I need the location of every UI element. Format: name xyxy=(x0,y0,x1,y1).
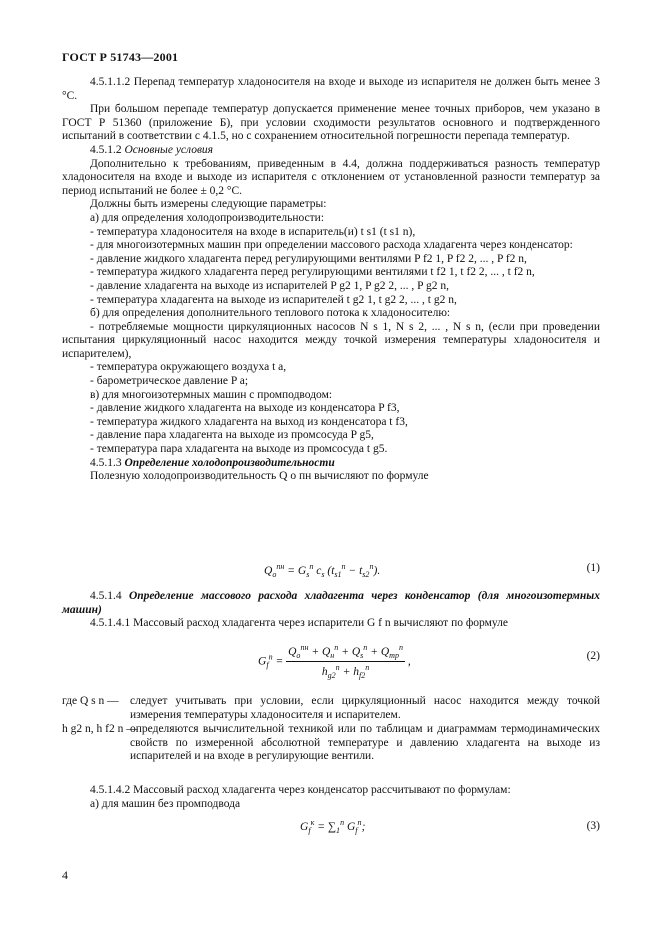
para-large-temp-diff: При большом перепаде температур допускается применение менее точных приборов, чем указано в ГОСТ Р 51360 (приложение Б), при условии сходимости результатов основного и подтвержденного испытаний в соответствии с 4.1.5, но с сохранением относительной погрешности перепада температур. xyxy=(62,103,600,143)
formula-3: $G_f^к = \sum_1^n$ $G_f^п$; xyxy=(300,818,366,836)
formula-1-number: (1) xyxy=(586,562,600,574)
list-item-7: - потребляемые мощности циркуляционных насосов N s 1, N s 2, ... , N s n, (если при проведении испытания циркуляционный насос находится между точкой измерения температуры хладоносителя и испарителем), xyxy=(62,320,600,360)
list-item-3: - давление жидкого хладагента перед регулирующими вентилями P f2 1, P f2 2, ... , P f2 n, xyxy=(90,252,527,265)
text-block-bottom xyxy=(62,784,600,811)
document-header: ГОСТ Р 51743—2001 xyxy=(62,50,179,64)
item-a-no-intermediate: а) для машин без промподвода xyxy=(90,797,241,810)
list-item-5: - давление хладагента на выходе из испарителей P g2 1, P g2 2, ... , P g2 n, xyxy=(90,279,449,292)
where-item-1: где Q s n — следует учитывать при условии, если циркуляционный насос находится между точкой измерения температуры хладоносителя и испарителем. xyxy=(62,695,600,721)
formula-2-number: (2) xyxy=(586,650,600,662)
text-block-mid xyxy=(62,590,600,631)
item-a: а) для определения холодопроизводительности: xyxy=(90,211,325,224)
formula-2-fraction: $\frac{Q_o^{пн} + Q_н^п + Q_s^п + Q_{тр}^п}{h_{g2}^п + h_{f2}^п}$ xyxy=(288,643,404,681)
para-params-intro: Должны быть измерены следующие параметры: xyxy=(90,198,327,211)
para-4-5-1-4-1: 4.5.1.4.1 Массовый расход хладагента через испарители G f n вычисляют по формуле xyxy=(90,617,508,630)
list-item-8: - температура окружающего воздуха t a, xyxy=(90,361,287,374)
list-item-4: - температура жидкого хладагента перед регулирующими вентилями t f2 1, t f2 2, ... , t f2 n, xyxy=(90,266,535,279)
item-b: б) для определения дополнительного теплового потока к хладоносителю: xyxy=(90,307,451,320)
where-item-2: h g2 n, h f2 n — определяются вычислительной техникой или по таблицам и диаграммам термодинамических свойств по измеренной абсолютной температуре и давлению хладагента на выходе из испарителей и на входе в регулирующие вентили. xyxy=(62,723,600,763)
list-item-1: - температура хладоносителя на входе в испаритель(и) t s1 (t s1 n), xyxy=(90,225,416,238)
item-v: в) для многоизотермных машин с промподводом: xyxy=(90,388,333,401)
where-block xyxy=(62,695,600,765)
para-4-5-1-4-2: 4.5.1.4.2 Массовый расход хладагента через конденсатор рассчитывают по формулам: xyxy=(90,784,511,796)
list-item-6: - температура хладагента на выходе из испарителей t g2 1, t g2 2, ... , t g2 n, xyxy=(90,293,457,306)
text-block-top xyxy=(62,76,600,484)
para-4-5-1-1-2: 4.5.1.1.2 Перепад температур хладоносителя на входе и выходе из испарителя не должен быть менее 3 °С. xyxy=(62,76,600,102)
list-item-11: - температура жидкого хладагента на выход из конденсатора t f3, xyxy=(90,415,408,428)
para-useful-capacity: Полезную холодопроизводительность Q o пн вычисляют по формуле xyxy=(90,470,429,483)
list-item-13: - температура пара хладагента на выходе из промсосуда t g5. xyxy=(90,443,388,456)
list-item-2: - для многоизотермных машин при определении массового расхода хладагента через конденсатор: xyxy=(90,239,573,252)
para-additional-reqs: Дополнительно к требованиям, приведенным в 4.4, должна поддерживаться разность температур хладоносителя на входе и выходе из испарителя с отклонением от установленной разности температур за период испытаний не более ± 0,2 °С. xyxy=(62,157,600,197)
section-4-5-1-2: 4.5.1.2 Основные условия xyxy=(90,143,214,156)
formula-3-number: (3) xyxy=(586,820,600,832)
list-item-12: - давление пара хладагента на выходе из промсосуда P g5, xyxy=(90,429,374,442)
section-4-5-1-3: 4.5.1.3 Определение холодопроизводительности xyxy=(90,456,335,469)
list-item-9: - барометрическое давление P a; xyxy=(90,375,249,388)
page-number: 4 xyxy=(62,868,68,882)
formula-1: $Q_o^{пн} = G_s^п$ $c_s$ $(t_{s1}^п - t_{s2}^п)$. xyxy=(264,562,381,580)
formula-2: $G_f^п$ = $\frac{Q_o^{пн} + Q_н^п + Q_s^п + Q_{тр}^п}{h_{g2}^п + h_{f2}^п}$ , xyxy=(258,643,411,681)
section-4-5-1-4: 4.5.1.4 Определение массового расхода хладагента через конденсатор (для многоизотермных машин) xyxy=(62,590,600,616)
list-item-10: - давление жидкого хладагента на выходе из конденсатора P f3, xyxy=(90,402,400,415)
